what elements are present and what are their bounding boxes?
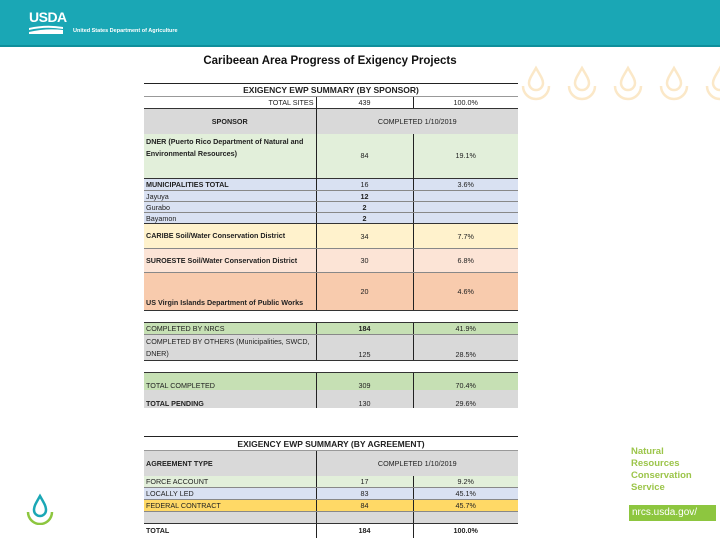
- row-value: 309: [316, 373, 413, 390]
- row-label: US Virgin Islands Department of Public Works: [144, 273, 316, 311]
- row-value: 130: [316, 390, 413, 408]
- row-value: 84: [316, 500, 413, 512]
- sponsor-summary-table: [144, 83, 518, 408]
- header-divider: [0, 45, 720, 47]
- row-percent: 45.1%: [413, 488, 518, 500]
- row-value: 12: [316, 191, 413, 202]
- nrcs-line: Natural: [631, 446, 664, 457]
- row-value: 16: [316, 179, 413, 191]
- water-drop-icon: [658, 62, 690, 102]
- row-percent: 6.8%: [413, 249, 518, 273]
- table-row: [144, 224, 518, 249]
- table-row: [144, 202, 518, 213]
- row-value: 17: [316, 476, 413, 488]
- table-row: [144, 390, 518, 408]
- row-label: DNER (Puerto Rico Department of Natural and Environmental Resources): [146, 136, 304, 158]
- table-row: [144, 273, 518, 311]
- nrcs-line: Service: [631, 482, 665, 493]
- agreement-summary-table: [144, 436, 518, 538]
- row-label: CARIBE Soil/Water Conservation District: [144, 224, 316, 249]
- row-percent: [413, 213, 518, 224]
- table-row: [144, 323, 518, 335]
- row-percent: [413, 191, 518, 202]
- usda-logo: [29, 10, 67, 34]
- agreement-table-title: EXIGENCY EWP SUMMARY (BY AGREEMENT): [144, 437, 518, 451]
- row-value: 84: [316, 134, 413, 179]
- table-row: [144, 488, 518, 500]
- row-value: 125: [316, 335, 413, 361]
- row-percent: 9.2%: [413, 476, 518, 488]
- usda-logo-text: USDA: [29, 9, 67, 25]
- row-percent: 100.0%: [413, 524, 518, 538]
- row-value: 30: [316, 249, 413, 273]
- row-label: TOTAL PENDING: [146, 398, 204, 408]
- row-percent: 41.9%: [413, 323, 518, 335]
- sponsor-column-header: SPONSOR: [211, 116, 248, 126]
- row-label: Gurabo: [144, 202, 316, 213]
- row-value: 83: [316, 488, 413, 500]
- row-label: TOTAL: [146, 526, 170, 536]
- row-percent: [413, 202, 518, 213]
- total-sites-label: TOTAL SITES: [144, 97, 316, 109]
- table-row: [144, 524, 518, 538]
- row-percent: 19.1%: [413, 134, 518, 179]
- row-label: Bayamon: [144, 213, 316, 224]
- row-percent: 29.6%: [413, 390, 518, 408]
- row-label: TOTAL COMPLETED: [146, 380, 215, 390]
- table-row: [144, 179, 518, 191]
- row-value: 184: [316, 524, 413, 538]
- table-row: [144, 249, 518, 273]
- row-label: COMPLETED BY OTHERS (Municipalities, SWCD, DNER): [144, 335, 316, 361]
- nrcs-url-link[interactable]: nrcs.usda.gov/: [629, 505, 716, 521]
- row-label: LOCALLY LED: [144, 488, 316, 500]
- water-drop-icon: [24, 493, 56, 525]
- row-label: COMPLETED BY NRCS: [144, 323, 316, 335]
- row-label: FEDERAL CONTRACT: [144, 500, 316, 512]
- table-row: [144, 134, 518, 179]
- water-drop-icon: [704, 62, 720, 102]
- nrcs-drop-logo: [24, 493, 56, 530]
- table-row: [144, 335, 518, 361]
- water-drop-icon: [520, 62, 552, 102]
- decorative-drops: [520, 62, 720, 102]
- row-percent: 3.6%: [413, 179, 518, 191]
- nrcs-wordmark: [631, 446, 692, 494]
- row-value: 34: [316, 224, 413, 249]
- row-percent: 70.4%: [413, 373, 518, 390]
- row-percent: 4.6%: [413, 273, 518, 311]
- completed-column-header: COMPLETED 1/10/2019: [316, 109, 518, 134]
- usda-hills-icon: [29, 25, 63, 34]
- total-sites-value: 439: [316, 97, 413, 109]
- table-row: [144, 213, 518, 224]
- table-row: [144, 373, 518, 390]
- row-percent: 45.7%: [413, 500, 518, 512]
- total-sites-percent: 100.0%: [413, 97, 518, 109]
- nrcs-line: Conservation: [631, 470, 692, 481]
- row-label: Jayuya: [144, 191, 316, 202]
- table-row: [144, 476, 518, 488]
- agreement-type-header: AGREEMENT TYPE: [146, 458, 213, 468]
- water-drop-icon: [566, 62, 598, 102]
- row-value: 184: [316, 323, 413, 335]
- usda-header-bar: [0, 0, 720, 45]
- department-name: United States Department of Agriculture: [73, 28, 178, 34]
- nrcs-line: Resources: [631, 458, 680, 469]
- row-label: MUNICIPALITIES TOTAL: [144, 179, 316, 191]
- row-value: 2: [316, 213, 413, 224]
- row-percent: 7.7%: [413, 224, 518, 249]
- row-label: SUROESTE Soil/Water Conservation District: [144, 249, 316, 273]
- sponsor-table-title: EXIGENCY EWP SUMMARY (BY SPONSOR): [144, 84, 518, 97]
- row-percent: 28.5%: [413, 335, 518, 361]
- row-value: 2: [316, 202, 413, 213]
- completed-column-header: COMPLETED 1/10/2019: [316, 451, 518, 476]
- page-title: Caribeean Area Progress of Exigency Projects: [203, 55, 457, 67]
- row-value: 20: [316, 273, 413, 311]
- table-row: [144, 500, 518, 512]
- water-drop-icon: [612, 62, 644, 102]
- row-label: FORCE ACCOUNT: [144, 476, 316, 488]
- table-row: [144, 191, 518, 202]
